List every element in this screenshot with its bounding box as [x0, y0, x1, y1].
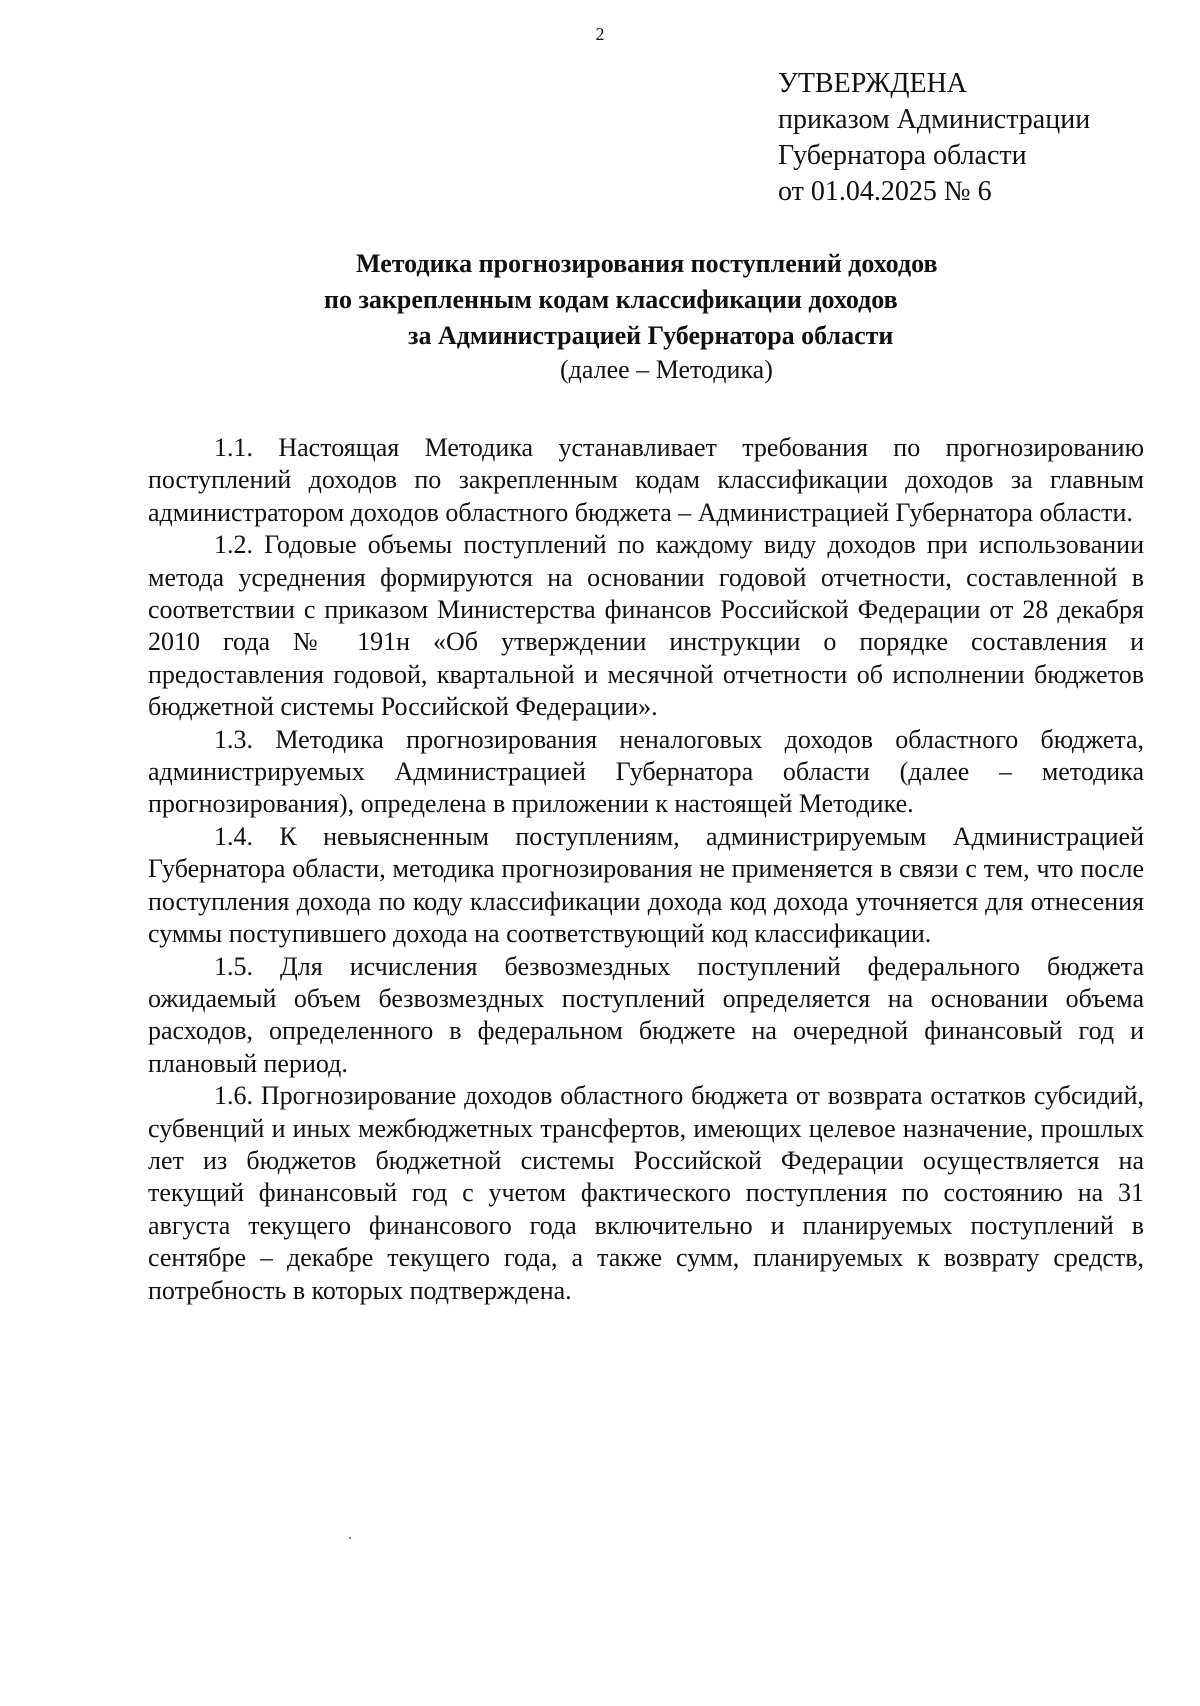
document-subtitle: (далее – Методика) [560, 355, 773, 384]
paragraph-1-2: 1.2. Годовые объемы поступлений по каждому виду доходов при использовании метода усреднения формируются на основании годовой отчетности, составленной в соответствии с приказом Министерства финансов Российской Федерации от 28 декабря 2010 года № 191н «Об утверждении инструкции о порядке составления и предоставления годовой, квартальной и месячной отчетности об исполнении бюджетов бюджетной системы Российской Федерации». [148, 530, 1144, 722]
document-title-line-2: по закрепленным кодам классификации доходов [324, 285, 898, 314]
approval-heading: УТВЕРЖДЕНА [778, 68, 968, 99]
document-body [148, 432, 1144, 1307]
paragraph-1-3: 1.3. Методика прогнозирования неналоговых доходов областного бюджета, администрируемых Администрацией Губернатора области (далее – методика прогнозирования), определена в приложении к настоящей Методике. [148, 724, 1144, 819]
paragraph-1-4: 1.4. К невыясненным поступлениям, администрируемым Администрацией Губернатора области, методика прогнозирования не применяется в связи с тем, что после поступления дохода по коду классификации дохода код дохода уточняется для отнесения суммы поступившего дохода на соответствующий код классификации. [148, 821, 1144, 949]
paragraph-1-1: 1.1. Настоящая Методика устанавливает требования по прогнозированию поступлений доходов по закрепленным кодам классификации доходов за главным администратором доходов областного бюджета – Администрацией Губернатора области. [148, 433, 1144, 527]
approval-date-line: от 01.04.2025 № 6 [778, 176, 992, 207]
paragraph-1-5: 1.5. Для исчисления безвозмездных поступлений федерального бюджета ожидаемый объем безвозмездных поступлений определяется на основании объема расходов, определенного в федеральном бюджете на очередной финансовый год и плановый период. [148, 951, 1144, 1078]
document-title-line-1: Методика прогнозирования поступлений доходов [356, 249, 938, 278]
approval-authority-line: Губернатора области [778, 140, 1027, 171]
document-title-line-3: за Администрацией Губернатора области [408, 321, 894, 350]
page-number: 2 [595, 24, 605, 44]
paragraph-1-6: 1.6. Прогнозирование доходов областного бюджета от возврата остатков субсидий, субвенций и иных межбюджетных трансфертов, имеющих целевое назначение, прошлых лет из бюджетов бюджетной системы Российской Федерации осуществляется на текущий финансовый год с учетом фактического поступления по состоянию на 31 августа текущего финансового года включительно и планируемых поступлений в сентябре – декабре текущего года, а также сумм, планируемых к возврату средств, потребность в которых подтверждена. [148, 1081, 1144, 1305]
scan-speck [349, 1537, 351, 1539]
approval-stamp-block [778, 66, 1090, 210]
approval-order-line: приказом Администрации [778, 104, 1091, 135]
